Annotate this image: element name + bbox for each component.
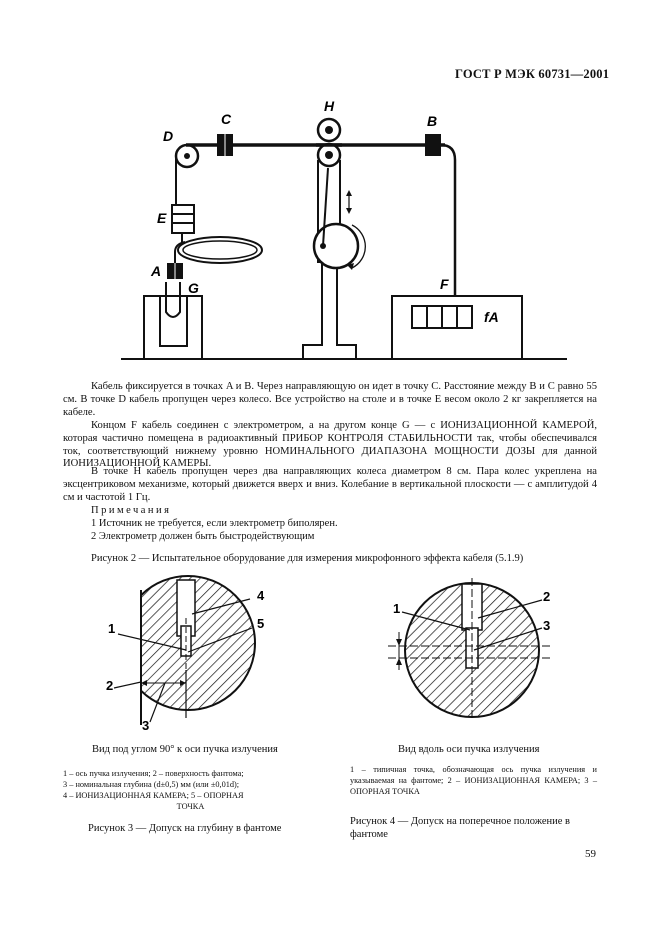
fig3-number-4: 4 <box>257 588 265 603</box>
fig4-number-3: 3 <box>543 618 551 633</box>
figure-3-legend-line-4: ТОЧКА <box>176 802 205 811</box>
fig2-label-e: E <box>157 210 167 226</box>
figure-4-caption: Рисунок 4 — Допуск на поперечное положение в фантоме <box>350 816 570 840</box>
fig3-number-1: 1 <box>108 621 116 636</box>
paragraph-2: Концом F кабель соединен с электрометром, а на другом конце G — с ИОНИЗАЦИОННОЙ КАМЕРОЙ, которая частично помещена в радиоактивный ПРИБОР КОНТРОЛЯ СТАБИЛЬНОСТИ так, чтобы обеспечивался ток, соответствующий нижнему уровню НОМИНАЛЬНОГО ДИАПАЗОНА МОЩНОСТИ ДОЗЫ для данной ИОНИЗАЦИОННОЙ КАМЕРЫ. <box>63 420 597 470</box>
notes-heading: Примечания <box>91 505 172 516</box>
fig2-label-a: A <box>151 263 162 279</box>
page-number: 59 <box>585 848 596 860</box>
fig3-number-2: 2 <box>106 678 114 693</box>
fig3-number-5: 5 <box>257 616 265 631</box>
figure-3-legend-line-2: 3 – номинальная глубина (d±0,5) мм (или ±0,01d); <box>63 780 240 789</box>
figure-3-view: Вид под углом 90° к оси пучка излучения <box>92 744 278 755</box>
figure-2-caption: Рисунок 2 — Испытательное оборудование для измерения микрофонного эффекта кабеля (5.1.9) <box>91 553 524 564</box>
figures-3-4-drawing <box>0 570 661 740</box>
note-2: 2 Электрометр должен быть быстродействующим <box>91 531 315 542</box>
figure-3-caption: Рисунок 3 — Допуск на глубину в фантоме <box>88 823 282 834</box>
fig2-label-b: B <box>427 113 438 129</box>
figure-3-legend-line-1: 1 – ось пучка излучения; 2 – поверхность фантома; <box>63 769 244 778</box>
fig3-number-3: 3 <box>142 718 150 733</box>
fig2-label-fa: fA <box>484 309 499 325</box>
fig2-label-d: D <box>163 128 174 144</box>
fig4-number-1: 1 <box>393 601 401 616</box>
figure-2-drawing <box>0 0 661 370</box>
paragraph-3: В точке H кабель пропущен через два направляющих колеса диаметром 8 см. Пара колес укреплена на эксцентриковом механизме, который движется вверх и вниз. Колебание в вертикальной плоскости — с амплитудой 4 см и частотой 1 Гц. <box>63 466 597 503</box>
paragraph-1: Кабель фиксируется в точках A и B. Через направляющую он идет в точку C. Расстояние между B и C равно 55 см. В точке D кабель пропущен через колесо. Все устройство на столе и в точке E весом около 2 кг закрепляется на кабеле. <box>63 381 597 418</box>
fig2-label-h: H <box>324 98 335 114</box>
fig2-label-f: F <box>440 276 449 292</box>
figure-4-view: Вид вдоль оси пучка излучения <box>398 744 540 755</box>
document-id: ГОСТ Р МЭК 60731—2001 <box>455 67 610 81</box>
figure-3-legend-line-3: 4 – ИОНИЗАЦИОННАЯ КАМЕРА; 5 – ОПОРНАЯ <box>63 791 244 800</box>
fig2-label-c: C <box>221 111 232 127</box>
fig4-number-2: 2 <box>543 589 551 604</box>
note-1: 1 Источник не требуется, если электрометр биполярен. <box>91 518 338 529</box>
figure-4-legend: 1 – типичная точка, обозначающая ось пучка излучения и указываемая на фантоме; 2 – ИОНИЗАЦИОННАЯ КАМЕРА; 3 – ОПОРНАЯ ТОЧКА <box>350 765 597 796</box>
fig2-label-g: G <box>188 280 199 296</box>
